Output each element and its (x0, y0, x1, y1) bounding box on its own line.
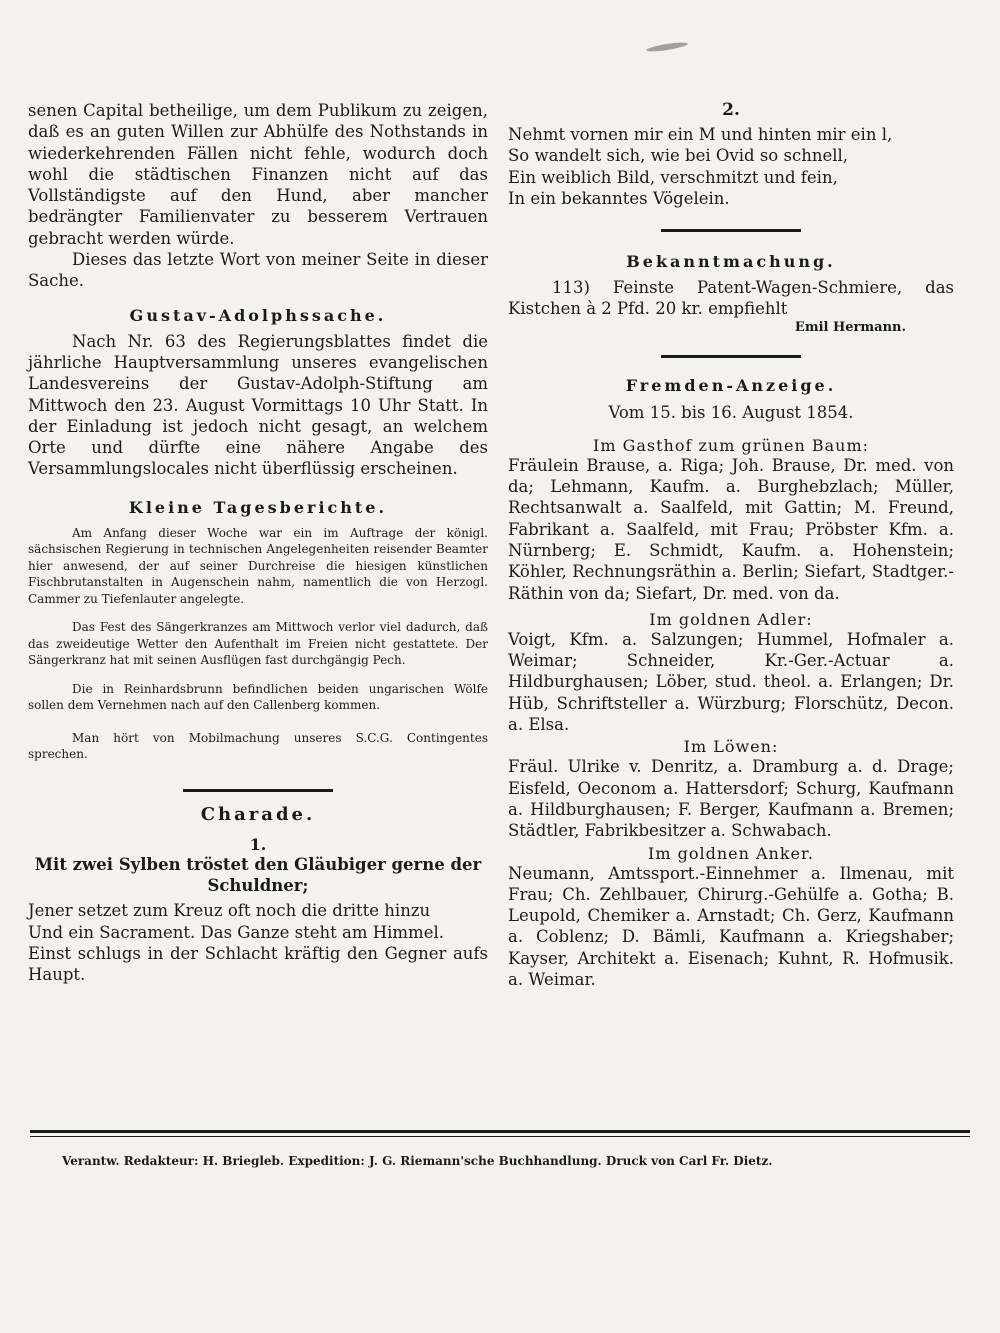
opening-paragraph: senen Capital betheilige, um dem Publikum zu zeigen, daß es an guten Willen zur Abhülfe des Nothstands in wiederkehrenden Fällen nicht fehle, wodurch doch wohl die städtischen Finanzen nicht auf das Vollständigste auf den Hund, aber mancher bedrängter Familienvater zu besserem Vertrauen gebracht werden würde. (28, 101, 488, 248)
bekannt-signature: Emil Hermann. (794, 319, 906, 335)
section-divider (661, 355, 801, 358)
section-divider (661, 229, 801, 232)
left-column (28, 100, 488, 986)
section-divider (183, 789, 333, 792)
charade-line-4: Einst schlugs in der Schlacht kräftig den Gegner aufs Haupt. (28, 943, 488, 985)
hotel-guests: Fräulein Brause, a. Riga; Joh. Brause, Dr. med. von da; Lehmann, Kaufm. a. Burghebzlach; Müller, Rechtsanwalt a. Saalfeld, mit Gattin; M. Freund, Fabrikant a. Saalfeld, mit Frau; Pröbster Kfm. a. Nürnberg; E. Schmidt, Kaufm. a. Hohenstein; Köhler, Rechnungsräthin a. Berlin; Siefart, Stadtger.-Räthin von da; Siefart, Dr. med. von da. (508, 455, 954, 603)
fremden-date: Vom 15. bis 16. August 1854. (608, 402, 854, 422)
right-column (508, 100, 954, 990)
charade2-line-3: Ein weiblich Bild, verschmitzt und fein, (508, 167, 838, 187)
charade-number-1: 1. (249, 834, 267, 854)
fremden-heading: Fremden-Anzeige. (625, 375, 837, 395)
closing-line: Dieses das letzte Wort von meiner Seite in dieser Sache. (28, 250, 488, 291)
hotel-heading: Im goldnen Adler: (649, 609, 813, 629)
kleine-item-4: Man hört von Mobilmachung unseres S.C.G. Contingentes sprechen. (28, 730, 488, 762)
kleine-item-3: Die in Reinhardsbrunn befindlichen beiden ungarischen Wölfe sollen dem Vernehmen nach auf den Callenberg kommen. (28, 681, 488, 713)
charade-heading: Charade. (200, 803, 316, 825)
hotel-heading: Im Gasthof zum grünen Baum: (593, 435, 869, 455)
charade2-line-2: So wandelt sich, wie bei Ovid so schnell, (508, 146, 849, 166)
hotel-heading: Im goldnen Anker. (648, 843, 814, 863)
hotel-guests: Voigt, Kfm. a. Salzungen; Hummel, Hofmaler a. Weimar; Schneider, Kr.-Ger.-Actuar a. Hildburghausen; Löber, stud. theol. a. Erlangen; Dr. Hüb, Schriftsteller a. Würzburg; Florschütz, Decon. a. Elsa. (508, 629, 954, 735)
charade-number-2: 2. (722, 100, 740, 120)
charade-line-1: Mit zwei Sylben tröstet den Gläubiger gerne der Schuldner; (34, 854, 482, 896)
gustav-heading: Gustav-Adolphssache. (129, 305, 387, 325)
kleine-item-2: Das Fest des Sängerkranzes am Mittwoch verlor viel dadurch, daß das zweideutige Wetter den Aufenthalt im Freien nicht gestattete. Der Sängerkranz hat mit seinen Ausflügen fast durchgängig Pech. (28, 620, 488, 668)
bekannt-text: 113) Feinste Patent-Wagen-Schmiere, das Kistchen à 2 Pfd. 20 kr. empfiehlt (508, 278, 954, 319)
ink-smudge (646, 41, 688, 53)
charade2-line-4: In ein bekanntes Vögelein. (508, 188, 730, 208)
hotel-guests: Fräul. Ulrike v. Denritz, a. Dramburg a. d. Drage; Eisfeld, Oeconom a. Hattersdorf; Schurg, Kaufmann a. Hildburghausen; F. Berger, Kaufmann a. Bremen; Städtler, Fabrikbesitzer a. Schwabach. (508, 757, 954, 841)
kleine-heading: Kleine Tagesberichte. (128, 497, 388, 517)
bekannt-heading: Bekanntmachung. (626, 252, 836, 272)
gustav-paragraph: Nach Nr. 63 des Regierungsblattes findet die jährliche Hauptversammlung unseres evangelischen Landesvereins der Gustav-Adolph-Stiftung am Mittwoch den 23. August Vormittags 10 Uhr Statt. In der Einladung ist jedoch nicht gesagt, an welchem Orte und dürfte eine nähere Angabe des Versammlungslocales nicht überflüssig erscheinen. (28, 331, 488, 479)
footer-rule (30, 1136, 970, 1137)
imprint-footer: Verantw. Redakteur: H. Briegleb. Expedition: J. G. Riemann'sche Buchhandlung. Druck von Carl Fr. Dietz. (62, 1154, 773, 1168)
hotel-heading: Im Löwen: (683, 737, 779, 757)
footer-rule (30, 1130, 970, 1133)
charade-line-2: Jener setzet zum Kreuz oft noch die dritte hinzu (28, 901, 431, 921)
charade2-line-1: Nehmt vornen mir ein M und hinten mir ein l, (508, 125, 893, 144)
kleine-item-1: Am Anfang dieser Woche war ein im Auftrage der königl. sächsischen Regierung in technischen Angelegenheiten reisender Beamter hier anwesend, der auf seiner Durchreise die hiesigen künstlichen Fischbrutanstalten in Augenschein nahm, namentlich die von Herzogl. Cammer zu Tiefenlauter angelegte. (28, 525, 488, 606)
hotel-guests: Neumann, Amtssport.-Einnehmer a. Ilmenau, mit Frau; Ch. Zehlbauer, Chirurg.-Gehülfe a. Gotha; B. Leupold, Chemiker a. Arnstadt; Ch. Gerz, Kaufmann a. Coblenz; D. Bämli, Kaufmann a. Kriegshaber; Kayser, Architekt a. Eisenach; Kuhnt, R. Hofmusik. a. Weimar. (508, 863, 954, 990)
charade-line-3: Und ein Sacrament. Das Ganze steht am Himmel. (28, 922, 444, 942)
